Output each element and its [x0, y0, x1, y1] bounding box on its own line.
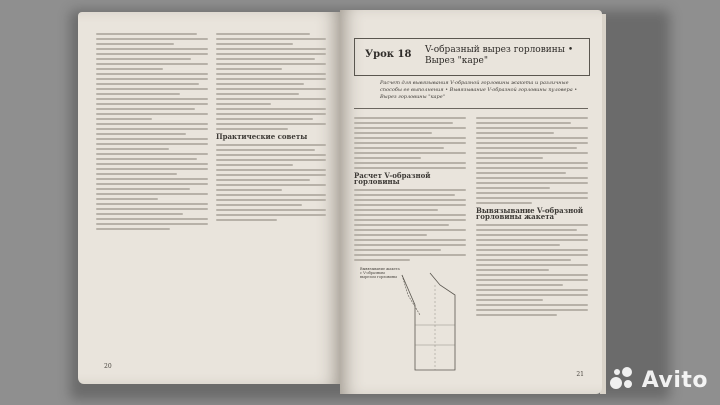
right-page-number: 21 — [576, 371, 584, 378]
lesson-header-box — [354, 38, 590, 76]
right-page-column-2 — [476, 114, 588, 319]
sweater-pattern-icon — [360, 265, 460, 375]
right-page-column-1 — [354, 114, 466, 264]
avito-watermark — [610, 367, 708, 393]
lesson-subtitle: Расчет для вывязывания V-образной горловины жакета и различные способы ее выполнения • Вывязывание V-образной горловины пуловера • Вырез горловины "каре" — [380, 80, 578, 100]
left-page-heading: Практические советы — [216, 132, 308, 141]
left-col-heading: Расчет V-образной горловины — [354, 171, 431, 186]
left-page-column-1 — [96, 30, 208, 233]
knitting-diagram — [360, 265, 460, 375]
lesson-title: V-образный вырез горловины • Вырез "каре" — [425, 45, 574, 66]
subtitle-divider — [354, 108, 588, 109]
left-page-column-2 — [216, 30, 326, 224]
left-page — [78, 12, 340, 384]
lesson-number: Урок 18 — [365, 49, 412, 60]
left-page-number: 20 — [104, 363, 112, 370]
right-page — [340, 10, 602, 394]
watermark-text: Avito — [641, 367, 708, 393]
figure-caption: Вывязывание жакета с V-образным вырезом горловины — [360, 267, 400, 279]
avito-logo-icon — [610, 367, 636, 393]
right-col-heading: Вывязывание V-образной горловины жакета — [476, 206, 584, 221]
